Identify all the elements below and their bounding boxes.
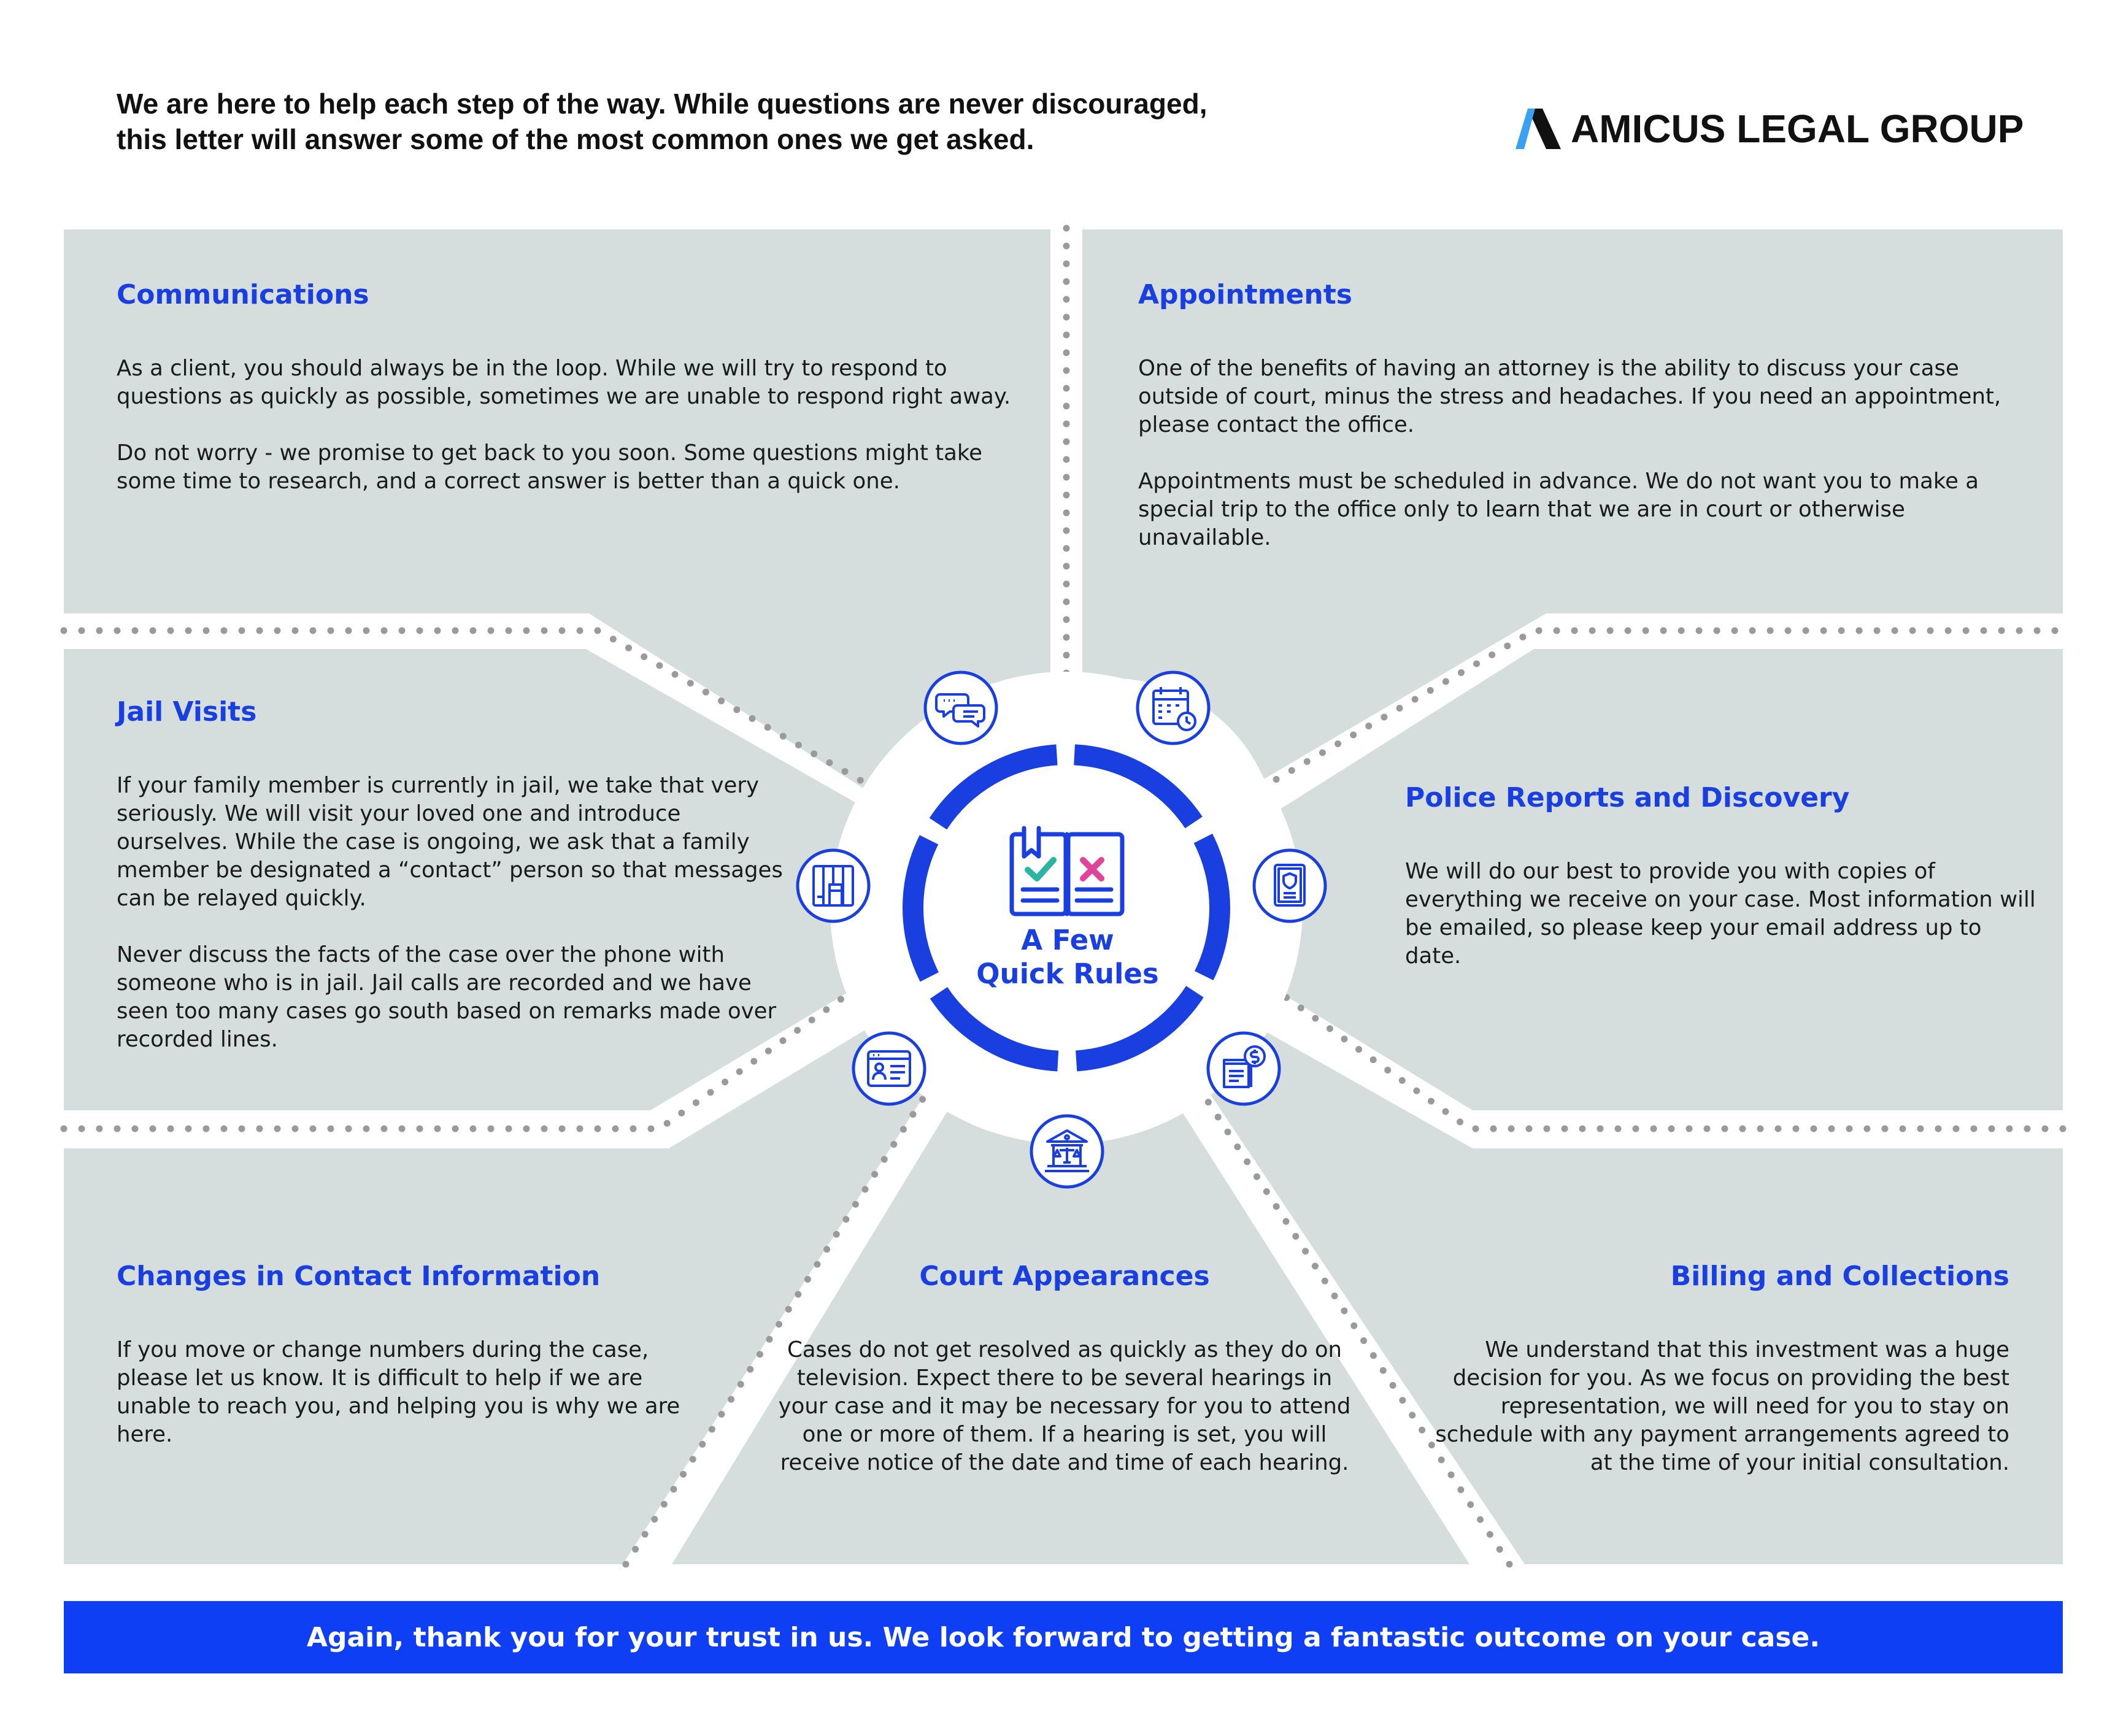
center-title xyxy=(939,923,1196,991)
center-title-line-2: Quick Rules xyxy=(976,958,1159,990)
section-paragraph: Cases do not get resolved as quickly as they do on television. Expect there to be several hearings in your case and it may be necessary for you to attend one or more of them. If a hearing is set, you will receive notice of the date and time of each hearing. xyxy=(778,1337,1351,1475)
intro-line-2: this letter will answer some of the most common ones we get asked. xyxy=(117,123,1034,155)
police-badge-document-icon xyxy=(1252,848,1328,924)
section-paragraph: As a client, you should always be in the loop. While we will try to respond to questions as quickly as possible, sometimes we are unable to respond right away. xyxy=(117,356,1011,409)
brand-logo xyxy=(1516,104,2024,153)
section-title: Police Reports and Discovery xyxy=(1405,782,1850,813)
center-title-line-1: A Few xyxy=(1021,924,1114,956)
section-paragraph: If your family member is currently in jail, we take that very seriously. We will visit your loved one and introduce ourselves. While the case is ongoing, we ask that a family member be designated a “contact” person so that messages can be relayed quickly. xyxy=(117,773,783,911)
section-appointments xyxy=(1138,279,2022,580)
section-communications xyxy=(117,279,1012,524)
courthouse-scales-icon xyxy=(1029,1113,1105,1189)
chat-bubbles-icon xyxy=(923,670,999,746)
section-paragraph: One of the benefits of having an attorney is the ability to discuss your case outside of court, minus the stress and headaches. If you need an appointment, please contact the office. xyxy=(1138,356,2001,437)
section-title: Changes in Contact Information xyxy=(117,1261,601,1292)
footer-banner xyxy=(64,1601,2063,1673)
section-title: Communications xyxy=(117,279,369,310)
section-jail-visits xyxy=(117,696,785,1082)
section-title: Court Appearances xyxy=(919,1261,1210,1292)
intro-text xyxy=(117,86,1344,157)
section-paragraph: We will do our best to provide you with copies of everything we receive on your case. Most information will be emailed, so please keep your email address up to date. xyxy=(1405,859,2036,969)
section-paragraph: Do not worry - we promise to get back to you soon. Some questions might take some time to research, and a correct answer is better than a quick one. xyxy=(117,440,982,494)
intro-line-1: We are here to help each step of the way. While questions are never discouraged, xyxy=(117,88,1207,120)
section-paragraph: Never discuss the facts of the case over the phone with someone who is in jail. Jail calls are recorded and we have seen too many cases go south based on remarks made over recorded lines. xyxy=(117,942,777,1052)
calendar-clock-icon xyxy=(1135,670,1211,746)
section-contact-info xyxy=(117,1261,706,1477)
invoice-dollar-icon xyxy=(1206,1031,1282,1107)
section-paragraph: If you move or change numbers during the case, please let us know. It is difficult to help if we are unable to reach you, and helping you is why we are here. xyxy=(117,1337,680,1447)
section-paragraph: We understand that this investment was a huge decision for you. As we focus on providing the best representation, we will need for you to stay on schedule with any payment arrangements agreed to at the time of your initial consultation. xyxy=(1435,1337,2009,1475)
section-billing xyxy=(1423,1261,2009,1505)
id-card-icon xyxy=(851,1031,927,1107)
jail-cell-icon xyxy=(795,848,871,924)
section-paragraph: Appointments must be scheduled in advance. We do not want you to make a special trip to the office only to learn that we are in court or otherwise unavailable. xyxy=(1138,469,1979,550)
section-title: Jail Visits xyxy=(117,696,257,728)
amicus-a-icon xyxy=(1516,109,1561,149)
brand-name: AMICUS LEGAL GROUP xyxy=(1571,107,2024,151)
section-title: Appointments xyxy=(1138,279,1352,310)
section-court xyxy=(773,1261,1356,1505)
section-police-reports xyxy=(1405,782,2043,999)
section-title: Billing and Collections xyxy=(1670,1261,2009,1292)
footer-text: Again, thank you for your trust in us. We look forward to getting a fantastic outcome on your case. xyxy=(306,1621,1820,1653)
